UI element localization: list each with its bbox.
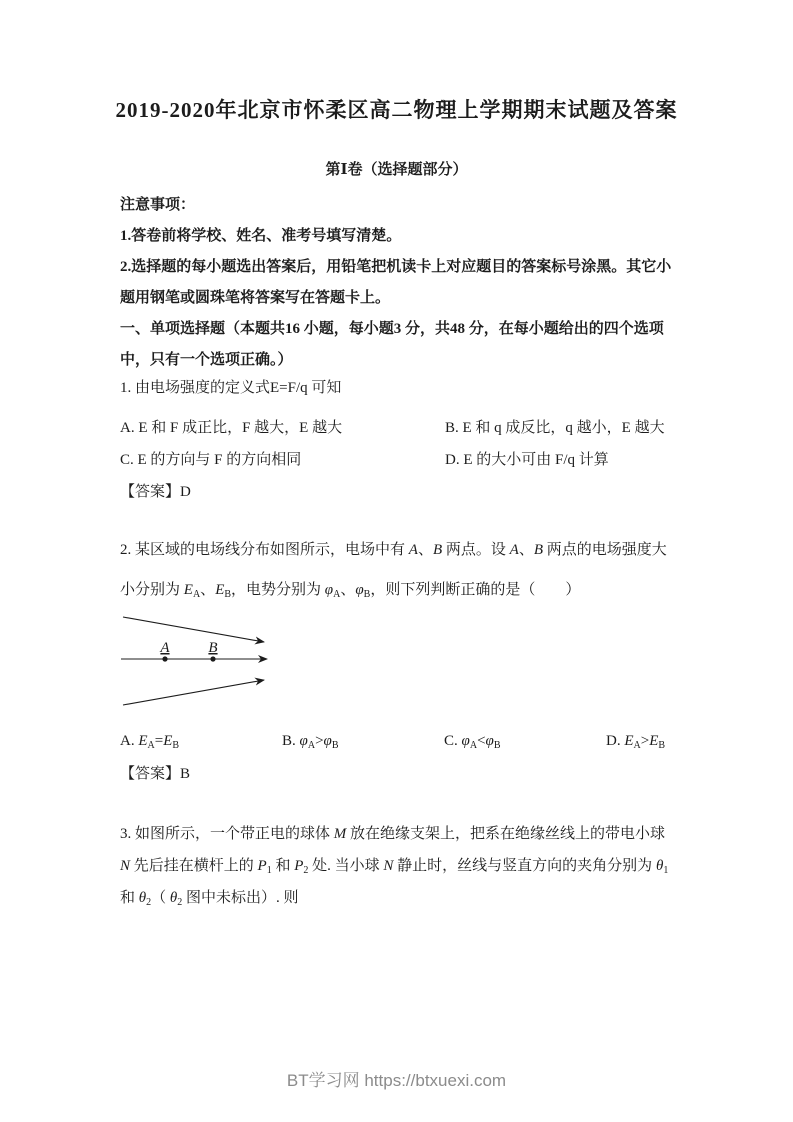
section-heading: 第Ⅰ卷（选择题部分） [325,162,468,178]
question-1-options-row-2 [120,444,676,476]
electric-field-lines-figure [120,612,284,710]
notice-heading: 注意事项： [120,197,196,213]
question-2-option-d: D. $E_A>E_B$ [606,733,666,751]
question-1-options-row-1 [120,412,676,444]
point-b-label: B [208,640,218,656]
question-2-option-b: B. $\varphi_A>\varphi_B$ [282,733,339,751]
notice-item-2: 2.选择题的每小题选出答案后，用铅笔把机读卡上对应题目的答案标号涂黑。其它小题用钢笔或圆珠笔将答案写在答题卡上。 [120,259,672,306]
footer-site-link: BT学习网 https://btxuexi.com [286,1071,507,1090]
section-one-intro: 一、单项选择题（本题共16 小题，每小题3 分，共48 分，在每小题给出的四个选项中，只有一个选项正确。） [120,321,664,368]
question-2-option-c: C. $\varphi_A<\varphi_B$ [444,733,501,751]
document-title: 2019-2020年北京市怀柔区高二物理上学期期末试题及答案 [115,98,678,122]
question-1 [120,372,676,508]
question-2-stem: 2. 某区域的电场线分布如图所示，电场中有 A、B 两点。设 A、B 两点的电场强度大小分别为 $E_A$、$E_B$，电势分别为 $\varphi_A$、$\varphi_B$，则下列判断正确的是（ ） [120,542,667,600]
question-2 [120,530,676,790]
question-3 [120,818,678,914]
field-line-bottom [123,680,264,705]
question-1-stem: 1. 由电场强度的定义式E=F/q 可知 [120,380,342,396]
question-1-option-b: B. E 和 q 成反比，q 越小，E 越大 [445,420,665,436]
question-1-option-a: A. E 和 F 成正比，F 越大，E 越大 [120,420,343,436]
question-1-answer: 【答案】D [120,484,191,500]
point-a-dot [162,656,167,661]
question-1-option-d: D. E 的大小可由 F/q 计算 [445,452,609,468]
footer-watermark [0,1066,793,1091]
question-2-answer: 【答案】B [120,766,191,782]
question-1-option-c: C. E 的方向与 F 的方向相同 [120,452,302,468]
question-2-option-a: A. $E_A=E_B$ [120,733,180,751]
question-3-stem: 3. 如图所示，一个带正电的球体 M 放在绝缘支架上，把系在绝缘丝线上的带电小球 N 先后挂在横杆上的 $P_1$ 和 $P_2$ 处. 当小球 N 静止时，丝线与竖直方向的夹角分别为 $\theta_1$ 和 $\theta_2$（ $\theta_2$ 图中未标出）. 则 [120,826,669,908]
field-line-top [123,617,264,642]
question-2-options-row [120,726,676,757]
notice-block [120,190,676,376]
point-b-dot [210,656,215,661]
notice-item-1: 1.答卷前将学校、姓名、准考号填写清楚。 [120,228,402,244]
point-a-label: A [160,640,170,656]
